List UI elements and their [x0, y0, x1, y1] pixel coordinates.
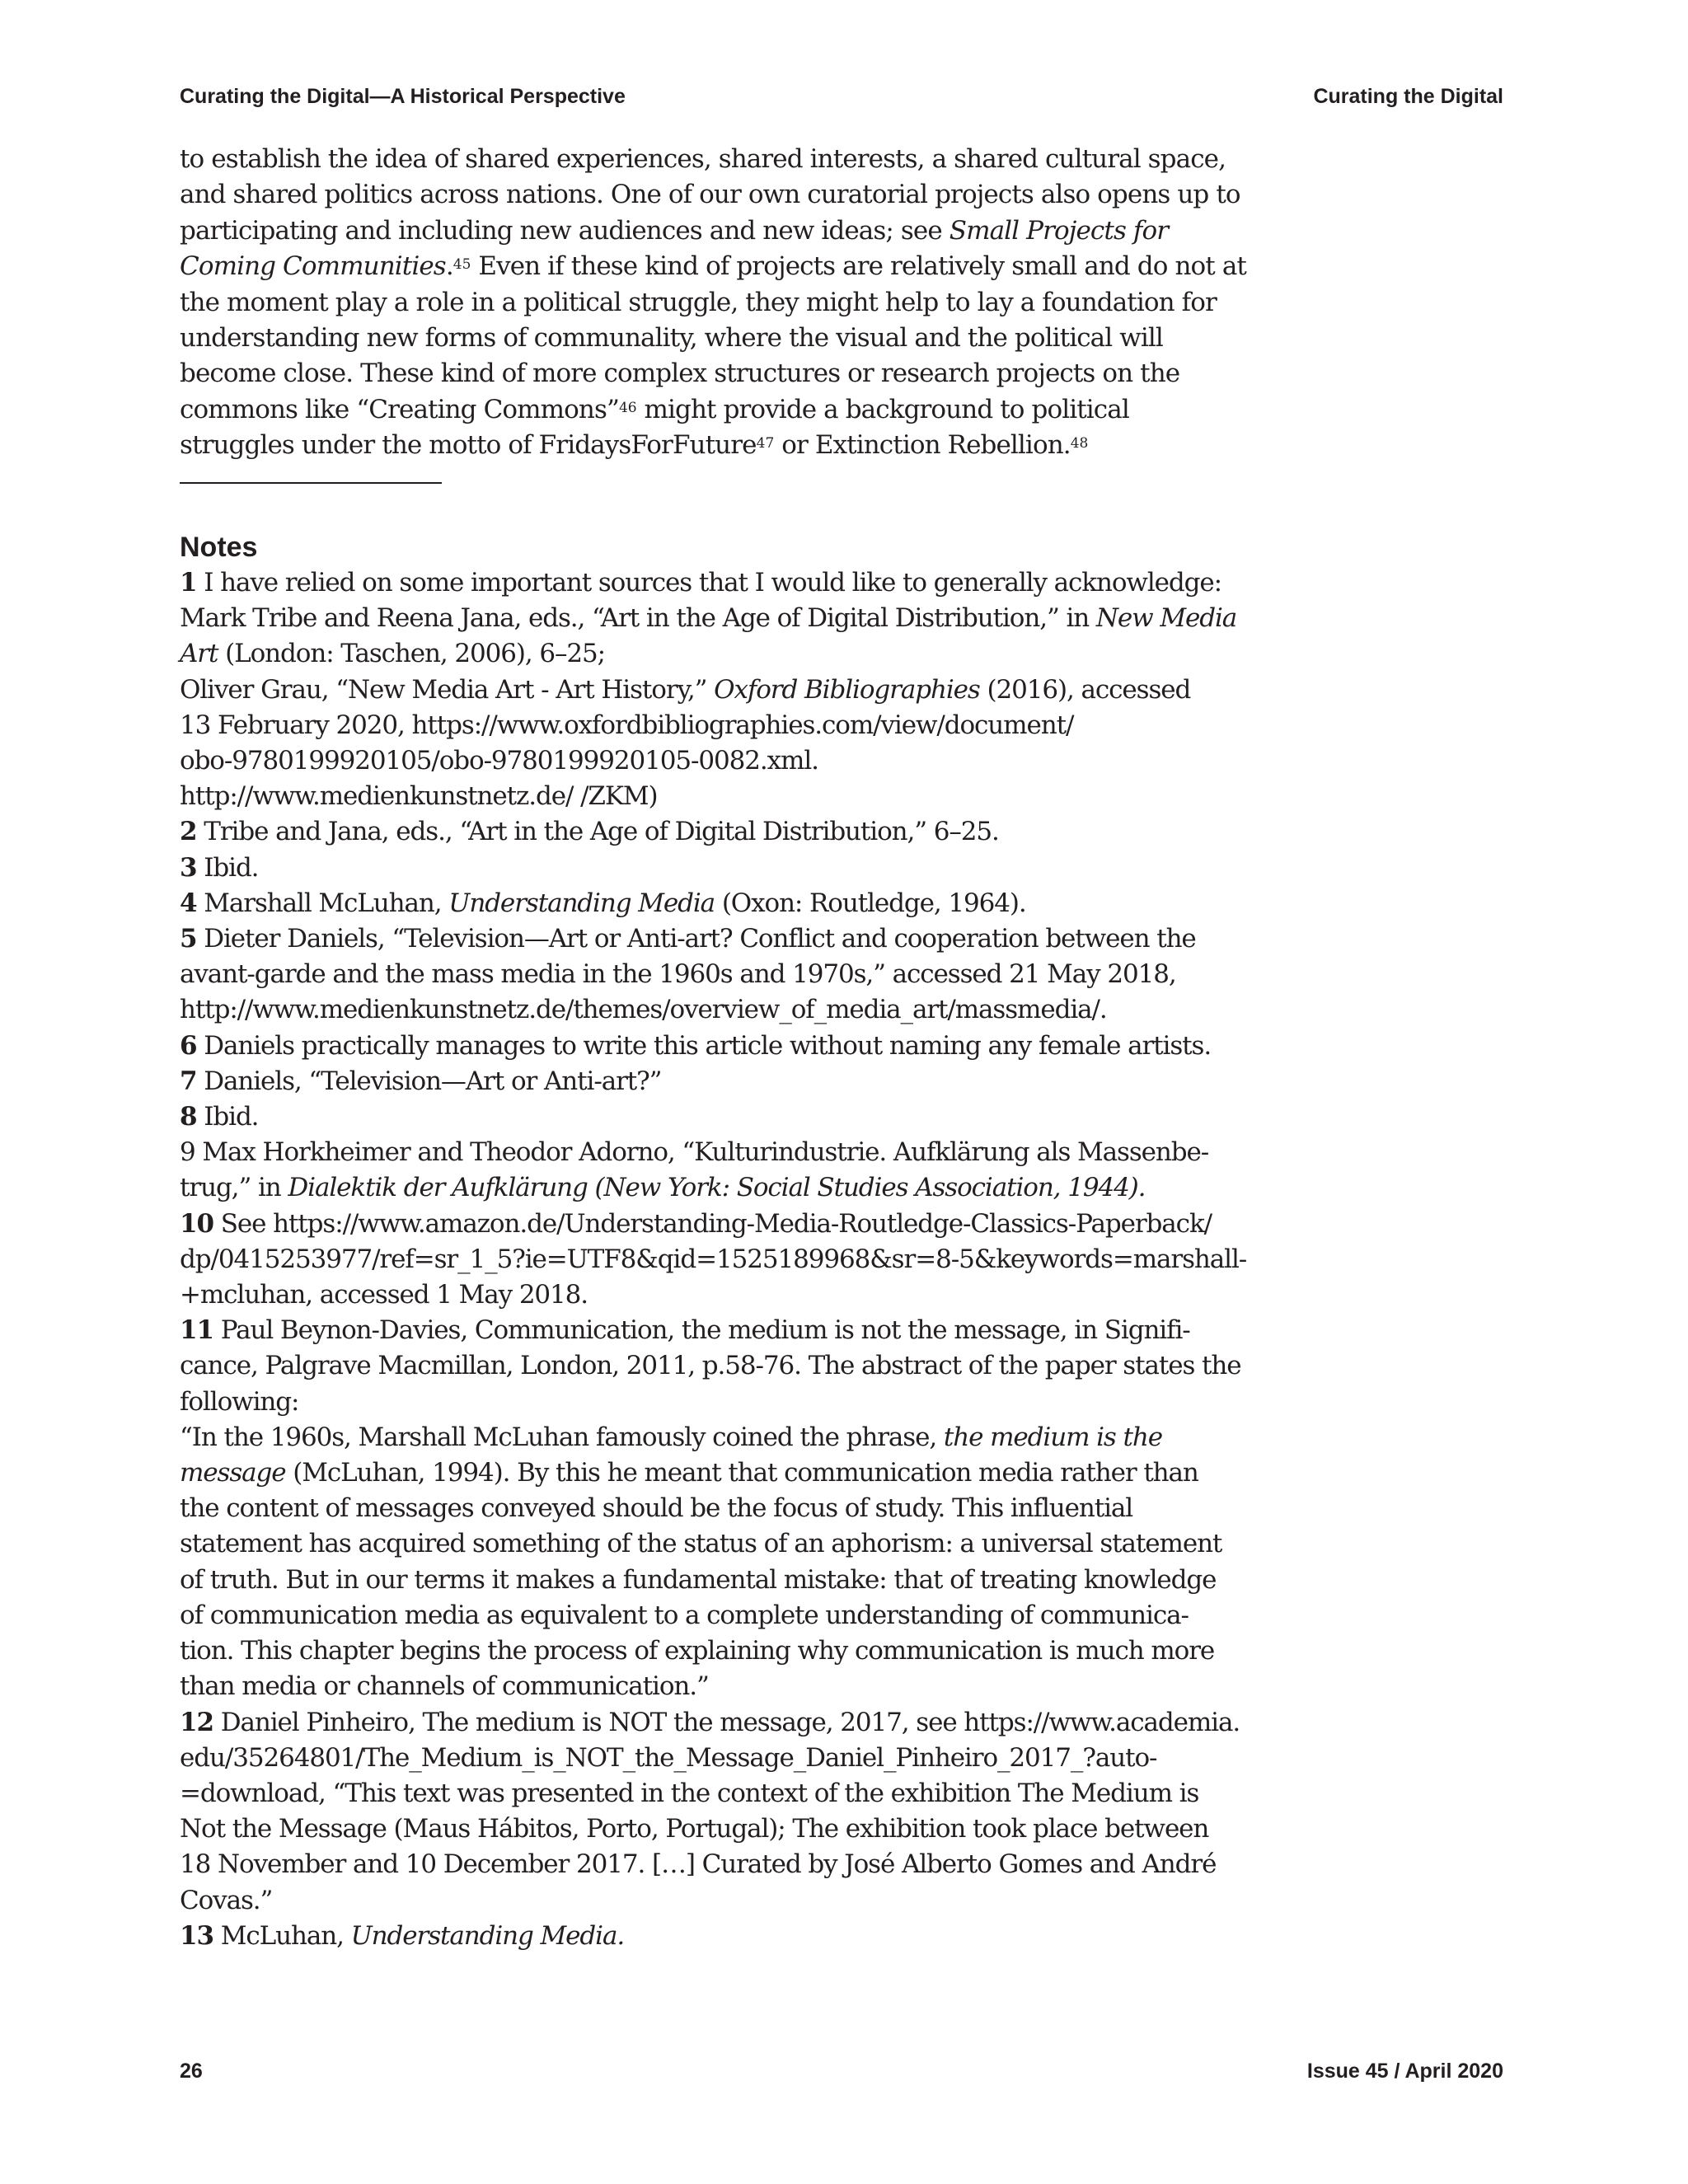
note-italic: Understanding Media. — [350, 1920, 625, 1951]
note-text: Oliver Grau, “New Media Art - Art History,” — [180, 674, 715, 705]
note-number: 3 — [180, 852, 197, 883]
note-number: 12 — [180, 1707, 213, 1737]
project-title-italic: Coming Communities — [180, 251, 446, 282]
note-text: Paul Beynon-Davies, Communication, the medium is not the message, in Signifi- — [213, 1315, 1190, 1346]
note-line — [180, 1099, 1214, 1135]
body-text-run: struggles under the motto of FridaysForFuture — [180, 430, 757, 461]
body-text-run: might provide a background to political — [636, 394, 1129, 424]
note-italic: Oxford Bibliographies — [714, 674, 980, 705]
note-line: http://www.medienkunstnetz.de/themes/overview_of_media_art/massmedia/. — [180, 995, 1107, 1025]
note-number: 4 — [180, 888, 197, 918]
footnote-ref: 45 — [452, 256, 471, 274]
note-text: (2016), accessed — [979, 674, 1191, 705]
note-italic: message — [180, 1458, 286, 1488]
notes-heading: Notes — [180, 532, 258, 563]
body-line — [180, 213, 1214, 249]
body-line — [180, 392, 1214, 428]
note-line: 18 November and 10 December 2017. […] Curated by José Alberto Gomes and André — [180, 1849, 1217, 1880]
issue-info: Issue 45 / April 2020 — [1306, 2060, 1503, 2083]
note-text: Tribe and Jana, eds., “Art in the Age of Digital Distribution,” 6–25. — [196, 817, 999, 847]
note-text: Mark Tribe and Reena Jana, eds., “Art in the Age of Digital Distribution,” in — [180, 603, 1096, 634]
body-line: to establish the idea of shared experiences, shared interests, a shared cultural space, — [180, 144, 1226, 174]
note-line: statement has acquired something of the status of an aphorism: a universal statement — [180, 1529, 1222, 1559]
note-line — [180, 1170, 1214, 1206]
note-line: obo-9780199920105/obo-9780199920105-0082.xml. — [180, 746, 818, 776]
note-text: Daniels, “Television—Art or Anti-art?” — [196, 1066, 662, 1096]
note-text: McLuhan, — [213, 1920, 351, 1951]
note-line: http://www.medienkunstnetz.de/ /ZKM) — [180, 781, 658, 812]
note-text: Dieter Daniels, “Television—Art or Anti-art? Conflict and cooperation between the — [196, 924, 1196, 954]
body-text-run: commons like “Creating Commons” — [180, 394, 619, 424]
body-line: become close. These kind of more complex structures or research projects on the — [180, 359, 1180, 389]
note-text: “In the 1960s, Marshall McLuhan famously coined the phrase, — [180, 1422, 944, 1452]
note-line: 13 February 2020, https://www.oxfordbibliographies.com/view/document/ — [180, 710, 1074, 740]
body-line: understanding new forms of communality, where the visual and the political will — [180, 323, 1163, 354]
note-number: 13 — [180, 1920, 213, 1951]
note-line: the content of messages conveyed should be the focus of study. This influential — [180, 1493, 1133, 1524]
body-line — [180, 249, 1246, 284]
note-text: Marshall McLuhan, — [196, 888, 449, 918]
note-line — [180, 1313, 1214, 1348]
note-line: Covas.” — [180, 1885, 273, 1915]
note-line: dp/0415253977/ref=sr_1_5?ie=UTF8&qid=1525189968&sr=8-5&keywords=marshall- — [180, 1244, 1247, 1274]
note-number: 7 — [180, 1066, 197, 1096]
section-divider — [180, 482, 442, 484]
body-paragraph — [180, 142, 1246, 464]
note-line — [180, 851, 1214, 886]
note-line — [180, 886, 1214, 921]
body-text-run: . — [445, 251, 453, 282]
note-text: Ibid. — [196, 852, 259, 883]
note-line — [180, 921, 1214, 957]
note-number: 5 — [180, 924, 197, 954]
note-line — [180, 1029, 1214, 1064]
note-number: 6 — [180, 1030, 197, 1061]
note-text: Ibid. — [196, 1102, 259, 1132]
body-text-run: Even if these kind of projects are relatively small and do not at — [471, 251, 1246, 282]
note-text: (McLuhan, 1994). By this he meant that communication media rather than — [285, 1458, 1198, 1488]
note-italic: the medium is the — [943, 1422, 1162, 1452]
note-text: Daniel Pinheiro, The medium is NOT the message, 2017, see https://www.academia. — [213, 1707, 1240, 1737]
note-line: Not the Message (Maus Hábitos, Porto, Portugal); The exhibition took place between — [180, 1814, 1209, 1844]
note-line: edu/35264801/The_Medium_is_NOT_the_Message_Daniel_Pinheiro_2017_?auto- — [180, 1742, 1157, 1773]
footnote-ref: 47 — [756, 435, 775, 452]
note-line — [180, 1705, 1240, 1741]
note-text: (Oxon: Routledge, 1964). — [715, 888, 1026, 918]
notes-list — [180, 565, 1247, 1954]
note-line — [180, 1064, 1214, 1099]
note-italic: New Media — [1095, 603, 1237, 634]
note-line — [180, 1207, 1214, 1242]
note-line: than media or channels of communication.” — [180, 1671, 709, 1702]
note-line: 9 Max Horkheimer and Theodor Adorno, “Kulturindustrie. Aufklärung als Massenbe- — [180, 1137, 1209, 1168]
note-text: trug,” in — [180, 1173, 288, 1203]
footnote-ref: 48 — [1070, 435, 1089, 452]
body-text-run: or Extinction Rebellion. — [774, 430, 1071, 461]
running-head-title: Curating the Digital—A Historical Perspective — [180, 85, 626, 108]
note-text: I have relied on some important sources that I would like to generally acknowledge: — [196, 568, 1221, 598]
note-line: =download, “This text was presented in the context of the exhibition The Medium is — [180, 1778, 1199, 1808]
note-italic: Dialektik der Aufklärung (New York: Social Studies Association, 1944). — [288, 1173, 1146, 1203]
note-line — [180, 673, 1214, 708]
note-line — [180, 1420, 1214, 1455]
body-line: and shared politics across nations. One of our own curatorial projects also opens up to — [180, 180, 1240, 210]
note-text: See https://www.amazon.de/Understanding-Media-Routledge-Classics-Paperback/ — [213, 1208, 1212, 1239]
body-text-run: participating and including new audiences and new ideas; see — [180, 215, 950, 246]
note-line — [180, 565, 1221, 601]
note-italic: Art — [180, 639, 218, 669]
note-number: 2 — [180, 817, 197, 847]
note-number: 8 — [180, 1102, 197, 1132]
note-italic: Understanding Media — [448, 888, 715, 918]
project-title-italic: Small Projects for — [949, 215, 1169, 246]
note-number: 1 — [180, 568, 197, 598]
note-text: Daniels practically manages to write this article without naming any female artists. — [196, 1030, 1212, 1061]
note-line: of communication media as equivalent to a complete understanding of communica- — [180, 1600, 1189, 1630]
note-line: tion. This chapter begins the process of explaining why communication is much more — [180, 1636, 1215, 1666]
note-line — [180, 601, 1237, 636]
body-line: the moment play a role in a political struggle, they might help to lay a foundation for — [180, 287, 1217, 317]
note-line: following: — [180, 1386, 299, 1417]
note-line: cance, Palgrave Macmillan, London, 2011, p.58-76. The abstract of the paper states the — [180, 1351, 1241, 1381]
page-number: 26 — [180, 2060, 203, 2083]
footnote-ref: 46 — [618, 399, 637, 416]
note-line: of truth. But in our terms it makes a fundamental mistake: that of treating knowledge — [180, 1564, 1217, 1595]
body-line — [180, 428, 1214, 463]
note-line — [180, 636, 1214, 672]
note-line — [180, 1455, 1214, 1491]
note-number: 10 — [180, 1208, 213, 1239]
note-number: 11 — [180, 1315, 213, 1346]
note-line — [180, 1919, 1214, 1954]
note-text: (London: Taschen, 2006), 6–25; — [218, 639, 606, 669]
note-line — [180, 814, 1214, 850]
running-head-section: Curating the Digital — [1313, 85, 1503, 108]
note-line: +mcluhan, accessed 1 May 2018. — [180, 1280, 588, 1310]
note-line: avant-garde and the mass media in the 1960s and 1970s,” accessed 21 May 2018, — [180, 959, 1176, 990]
